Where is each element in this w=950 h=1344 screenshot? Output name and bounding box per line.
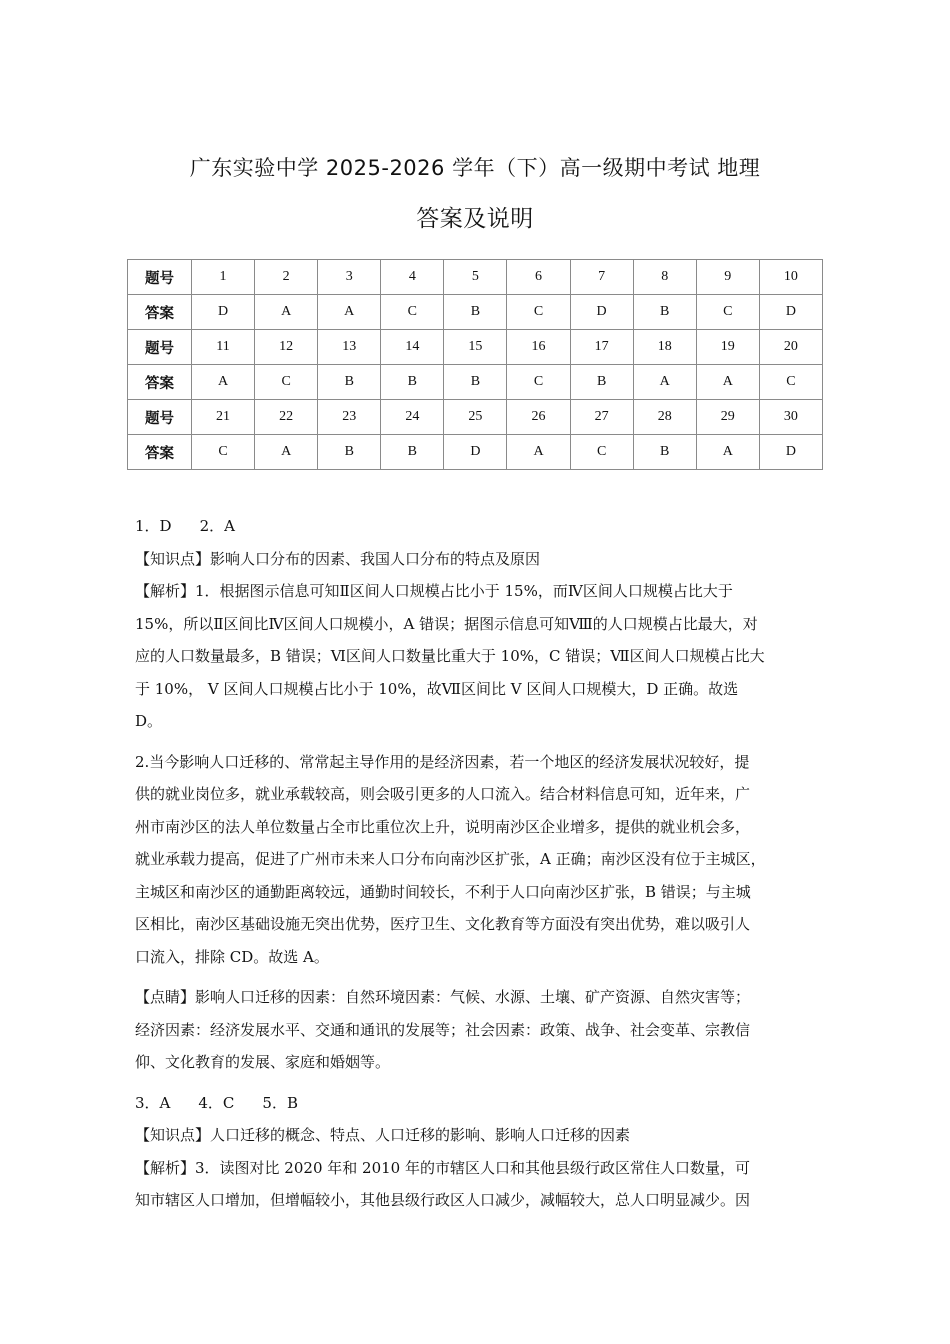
answer-cell: A [633,365,696,400]
answer-q5: 5．B [262,1093,298,1112]
answer-cell: A [255,295,318,330]
question-number-cell: 1 [192,260,255,295]
question-number-cell: 21 [192,400,255,435]
answer-row [128,435,823,470]
answer-cell: C [570,435,633,470]
text-line: 应的人口数量最多，B 错误；Ⅵ区间人口数量比重大于 10%，C 错误；Ⅶ区间人口规模占比大 [135,647,765,665]
answer-cell: D [759,435,822,470]
question-number-cell: 27 [570,400,633,435]
question-number-cell: 23 [318,400,381,435]
question-number-cell: 28 [633,400,696,435]
document-title: 广东实验中学 2025-2026 学年（下）高一级期中考试 地理 [189,156,761,180]
answer-cell: B [381,365,444,400]
answer-cell: C [507,295,570,330]
answer-q4: 4．C [198,1093,235,1112]
question-row [128,260,823,295]
question-numbers-1-2 [135,510,825,543]
text-line: 主城区和南沙区的通勤距离较远，通勤时间较长，不利于人口向南沙区扩张，B 错误；与主城 [135,882,751,901]
question-number-cell: 9 [696,260,759,295]
question-number-cell: 2 [255,260,318,295]
question-number-cell: 3 [318,260,381,295]
answer-row [128,295,823,330]
question-numbers-3-5 [135,1087,825,1120]
answer-cell: A [318,295,381,330]
text-line: 15%，所以Ⅱ区间比Ⅳ区间人口规模小，A 错误；据图示信息可知Ⅷ的人口规模占比最大，对 [135,614,758,633]
answer-cell: C [507,365,570,400]
question-number-cell: 5 [444,260,507,295]
answer-cell: D [444,435,507,470]
answer-row-label: 答案 [128,295,192,330]
question-number-cell: 17 [570,330,633,365]
answer-cell: B [318,435,381,470]
answer-cell: A [507,435,570,470]
question-number-cell: 4 [381,260,444,295]
answer-cell: C [696,295,759,330]
text-line: D。 [135,712,163,730]
answer-cell: B [444,295,507,330]
q2-explanation [135,746,825,974]
question-number-cell: 11 [192,330,255,365]
text-line: 知市辖区人口增加，但增幅较小，其他县级行政区人口减少，减幅较大，总人口明显减少。因 [135,1191,751,1209]
answer-cell: B [633,295,696,330]
question-number-cell: 20 [759,330,822,365]
answer-cell: B [570,365,633,400]
answer-cell: C [255,365,318,400]
text-line: 于 10%， Ⅴ 区间人口规模占比小于 10%，故Ⅶ区间比 Ⅴ 区间人口规模大，D 正确。故选 [135,679,739,698]
answer-q3: 3．A [135,1093,171,1112]
answer-cell: D [192,295,255,330]
question-number-cell: 30 [759,400,822,435]
question-number-cell: 26 [507,400,570,435]
text-line: 【点睛】影响人口迁移的因素：自然环境因素：气候、水源、土壤、矿产资源、自然灾害等； [135,988,751,1006]
answer-row [128,365,823,400]
text-line: 2.当今影响人口迁移的、常常起主导作用的是经济因素，若一个地区的经济发展状况较好，提 [135,752,750,771]
question-row [128,330,823,365]
answer-cell: A [696,435,759,470]
answer-cell: B [318,365,381,400]
text-line: 【解析】1．根据图示信息可知Ⅱ区间人口规模占比小于 15%，而Ⅳ区间人口规模占比大于 [135,582,733,600]
answer-cell: D [759,295,822,330]
answer-cell: A [255,435,318,470]
question-row [128,400,823,435]
question-number-cell: 24 [381,400,444,435]
knowledge-point: 【知识点】影响人口分布的因素、我国人口分布的特点及原因 [135,549,541,568]
answer-cell: B [633,435,696,470]
question-number-cell: 10 [759,260,822,295]
answer-cell: C [759,365,822,400]
knowledge-point: 【知识点】人口迁移的概念、特点、人口迁移的影响、影响人口迁移的因素 [135,1126,631,1144]
text-line: 经济因素：经济发展水平、交通和通讯的发展等；社会因素：政策、战争、社会变革、宗教信 [135,1020,751,1039]
text-line: 【解析】3．读图对比 2020 年和 2010 年的市辖区人口和其他县级行政区常住人口数量，可 [135,1158,750,1177]
text-line: 供的就业岗位多，就业承载较高，则会吸引更多的人口流入。结合材料信息可知，近年来，广 [135,785,751,803]
text-line: 口流入，排除 CD。故选 A。 [135,947,329,966]
text-line: 区相比，南沙区基础设施无突出优势，医疗卫生、文化教育等方面没有突出优势，难以吸引人 [135,915,751,933]
question-number-cell: 13 [318,330,381,365]
question-number-cell: 6 [507,260,570,295]
question-row-label: 题号 [128,400,192,435]
analysis-block [135,575,825,738]
question-number-cell: 12 [255,330,318,365]
answer-cell: B [444,365,507,400]
question-number-cell: 15 [444,330,507,365]
text-line: 仰、文化教育的发展、家庭和婚姻等。 [135,1053,391,1071]
question-number-cell: 19 [696,330,759,365]
question-number-cell: 16 [507,330,570,365]
analysis-block [135,1152,825,1217]
answer-cell: D [570,295,633,330]
answer-q1: 1．D [135,517,172,535]
document-subtitle: 答案及说明 [416,206,534,232]
answer-cell: B [381,435,444,470]
text-line: 就业承载力提高，促进了广州市未来人口分布向南沙区扩张，A 正确；南沙区没有位于主城区， [135,850,766,868]
question-number-cell: 18 [633,330,696,365]
question-number-cell: 25 [444,400,507,435]
question-number-cell: 14 [381,330,444,365]
explanation-body [135,510,825,1217]
question-row-label: 题号 [128,260,192,295]
question-number-cell: 7 [570,260,633,295]
question-number-cell: 29 [696,400,759,435]
answer-row-label: 答案 [128,435,192,470]
question-number-cell: 8 [633,260,696,295]
answer-cell: C [381,295,444,330]
answer-cell: C [192,435,255,470]
question-number-cell: 22 [255,400,318,435]
text-line: 州市南沙区的法人单位数量占全市比重位次上升，说明南沙区企业增多，提供的就业机会多， [135,817,751,836]
answer-cell: A [696,365,759,400]
question-row-label: 题号 [128,330,192,365]
answer-table [127,259,823,470]
answer-row-label: 答案 [128,365,192,400]
answer-cell: A [192,365,255,400]
tip-block [135,981,825,1079]
answer-q2: 2．A [199,517,235,535]
